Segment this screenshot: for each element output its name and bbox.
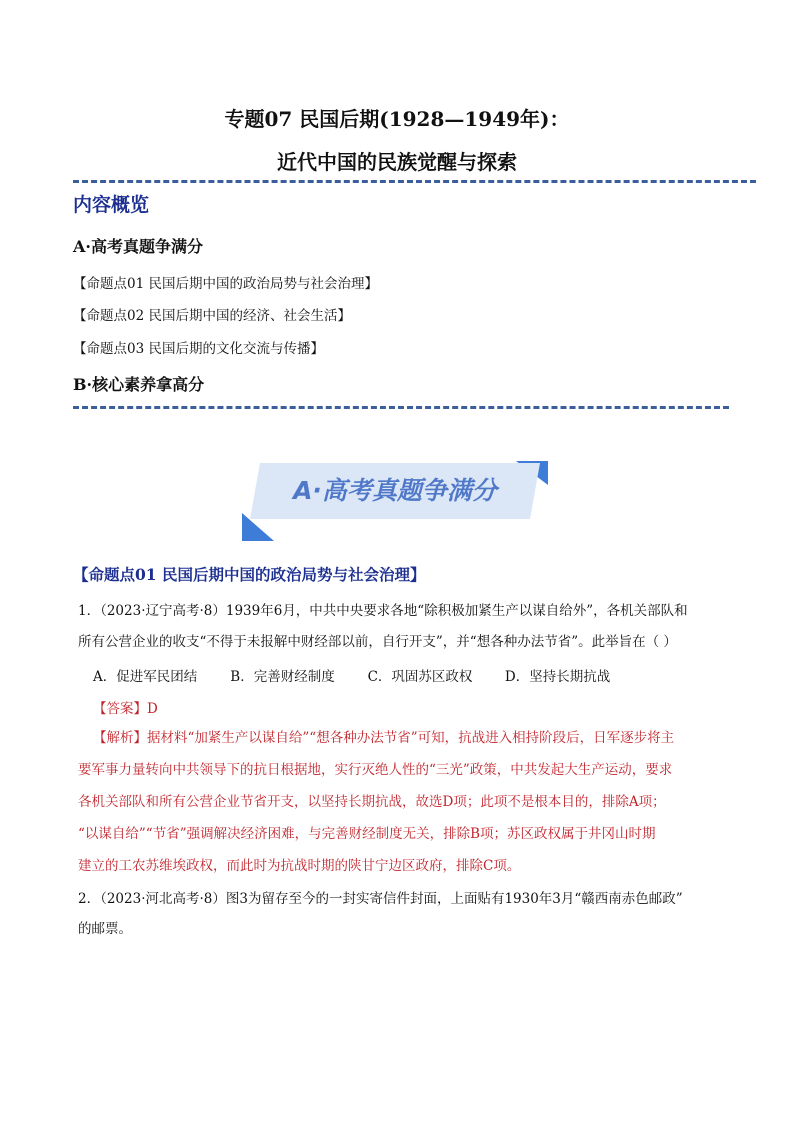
question-1-analysis-first xyxy=(93,723,733,754)
overview-heading: 内容概览 xyxy=(73,194,150,216)
divider-top xyxy=(73,180,756,183)
question-2-line1: 2．（2023·河北高考·8）图3为留存至今的一封实寄信件封面，上面贴有1930年3月“赣西南赤色邮政” xyxy=(78,891,683,907)
banner-title: A·高考真题争满分 xyxy=(293,476,497,505)
analysis-line-4: “以谋自给”“节省”强调解决经济困难，与完善财经制度无关，排除B项；苏区政权属于井冈山时期 xyxy=(78,826,656,842)
answer-label: 【答案】 xyxy=(93,701,147,717)
option-a: A．促进军民团结 xyxy=(93,669,198,685)
question-1-line1: 1．（2023·辽宁高考·8）1939年6月，中共中央要求各地“除积极加紧生产以谋自给外”，各机关部队和 xyxy=(78,603,688,619)
question-1-answer xyxy=(93,697,158,717)
overview-item-01: 【命题点01 民国后期中国的政治局势与社会治理】 xyxy=(73,276,378,292)
analysis-label: 【解析】 xyxy=(93,730,147,746)
analysis-line-3: 各机关部队和所有公营企业节省开支，以坚持长期抗战，故选D项；此项不是根本目的，排除A项； xyxy=(78,794,666,810)
section-banner xyxy=(240,457,550,543)
divider-bottom xyxy=(73,406,729,409)
option-d: D．坚持长期抗战 xyxy=(504,669,611,685)
overview-item-02: 【命题点02 民国后期中国的经济、社会生活】 xyxy=(73,308,351,324)
topic-01-heading: 【命题点01 民国后期中国的政治局势与社会治理】 xyxy=(73,565,426,584)
overview-section-b: B·核心素养拿高分 xyxy=(73,375,205,394)
overview-item-03: 【命题点03 民国后期的文化交流与传播】 xyxy=(73,341,324,357)
question-1-line2: 所有公营企业的收支“不得于未报解中财经部以前，自行开支”，并“想各种办法节省”。此举旨在（ ） xyxy=(78,634,677,650)
option-c: C．巩固苏区政权 xyxy=(367,669,473,685)
overview-section-a: A·高考真题争满分 xyxy=(73,237,203,256)
question-2-line2: 的邮票。 xyxy=(78,921,132,937)
document-title-line2: 近代中国的民族觉醒与探索 xyxy=(277,150,517,174)
option-b: B．完善财经制度 xyxy=(230,669,335,685)
analysis-line-5: 建立的工农苏维埃政权，而此时为抗战时期的陕甘宁边区政府，排除C项。 xyxy=(78,858,521,874)
analysis-line-2: 要军事力量转向中共领导下的抗日根据地，实行灭绝人性的“三光”政策，中共发起大生产运动，要求 xyxy=(78,762,673,778)
analysis-text-1: 据材料“加紧生产以谋自给”“想各种办法节省”可知，抗战进入相持阶段后，日军逐步将主 xyxy=(147,730,675,746)
answer-value: D xyxy=(147,701,158,717)
document-title-line1: 专题07 民国后期(1928—1949年)： xyxy=(224,107,570,131)
question-1-options xyxy=(93,665,610,685)
